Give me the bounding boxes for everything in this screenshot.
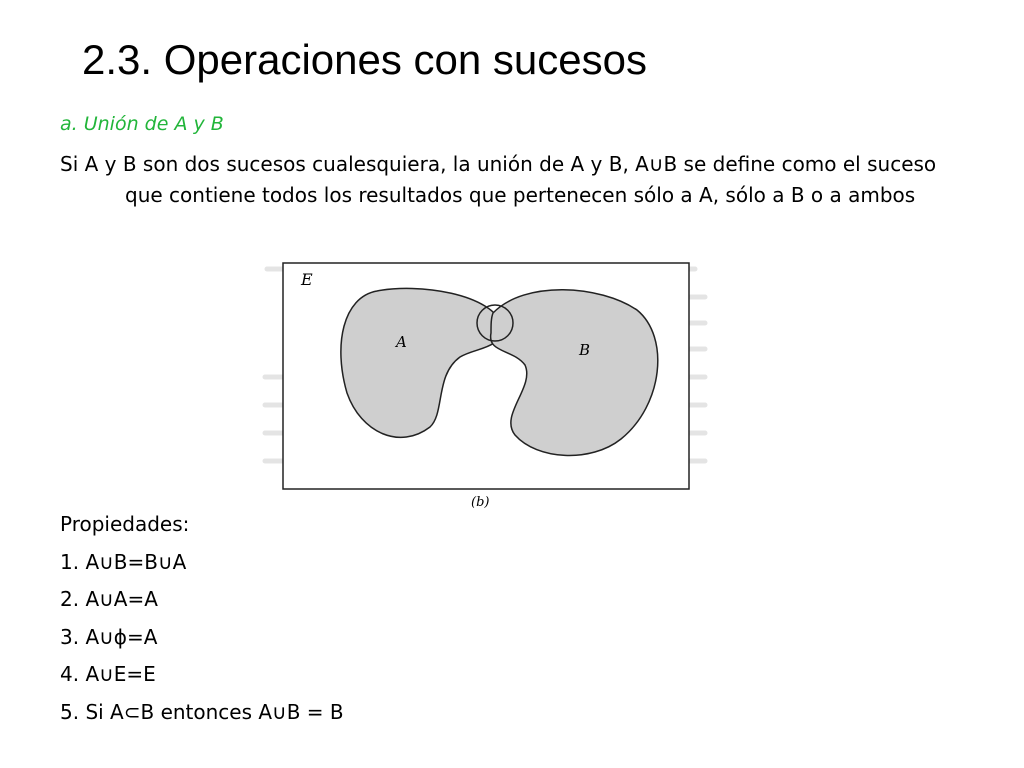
union-definition: Si A y B son dos sucesos cualesquiera, la unión de A y B, A∪B se define como el suceso que contiene todos los resultados que pertenecen sólo a A, sólo a B o a ambos <box>60 152 937 207</box>
set-b-label: B <box>579 341 591 359</box>
venn-diagram-figure <box>255 255 715 525</box>
properties-heading: Propiedades: <box>60 512 190 536</box>
universe-label: E <box>301 270 313 289</box>
property-item: 3. A∪ϕ=A <box>60 624 158 649</box>
properties-list <box>60 506 344 731</box>
property-item: 4. A∪E=E <box>60 662 156 686</box>
venn-diagram <box>255 255 715 525</box>
slide-title: 2.3. Operaciones con sucesos <box>82 36 647 83</box>
property-item: 1. A∪B=B∪A <box>60 549 187 574</box>
set-a-label: A <box>396 333 407 351</box>
figure-caption: (b) <box>471 495 490 510</box>
property-item: 5. Si A⊂B entonces A∪B = B <box>60 699 344 724</box>
section-subtitle: a. Unión de A y B <box>60 113 224 135</box>
property-item: 2. A∪A=A <box>60 587 158 611</box>
